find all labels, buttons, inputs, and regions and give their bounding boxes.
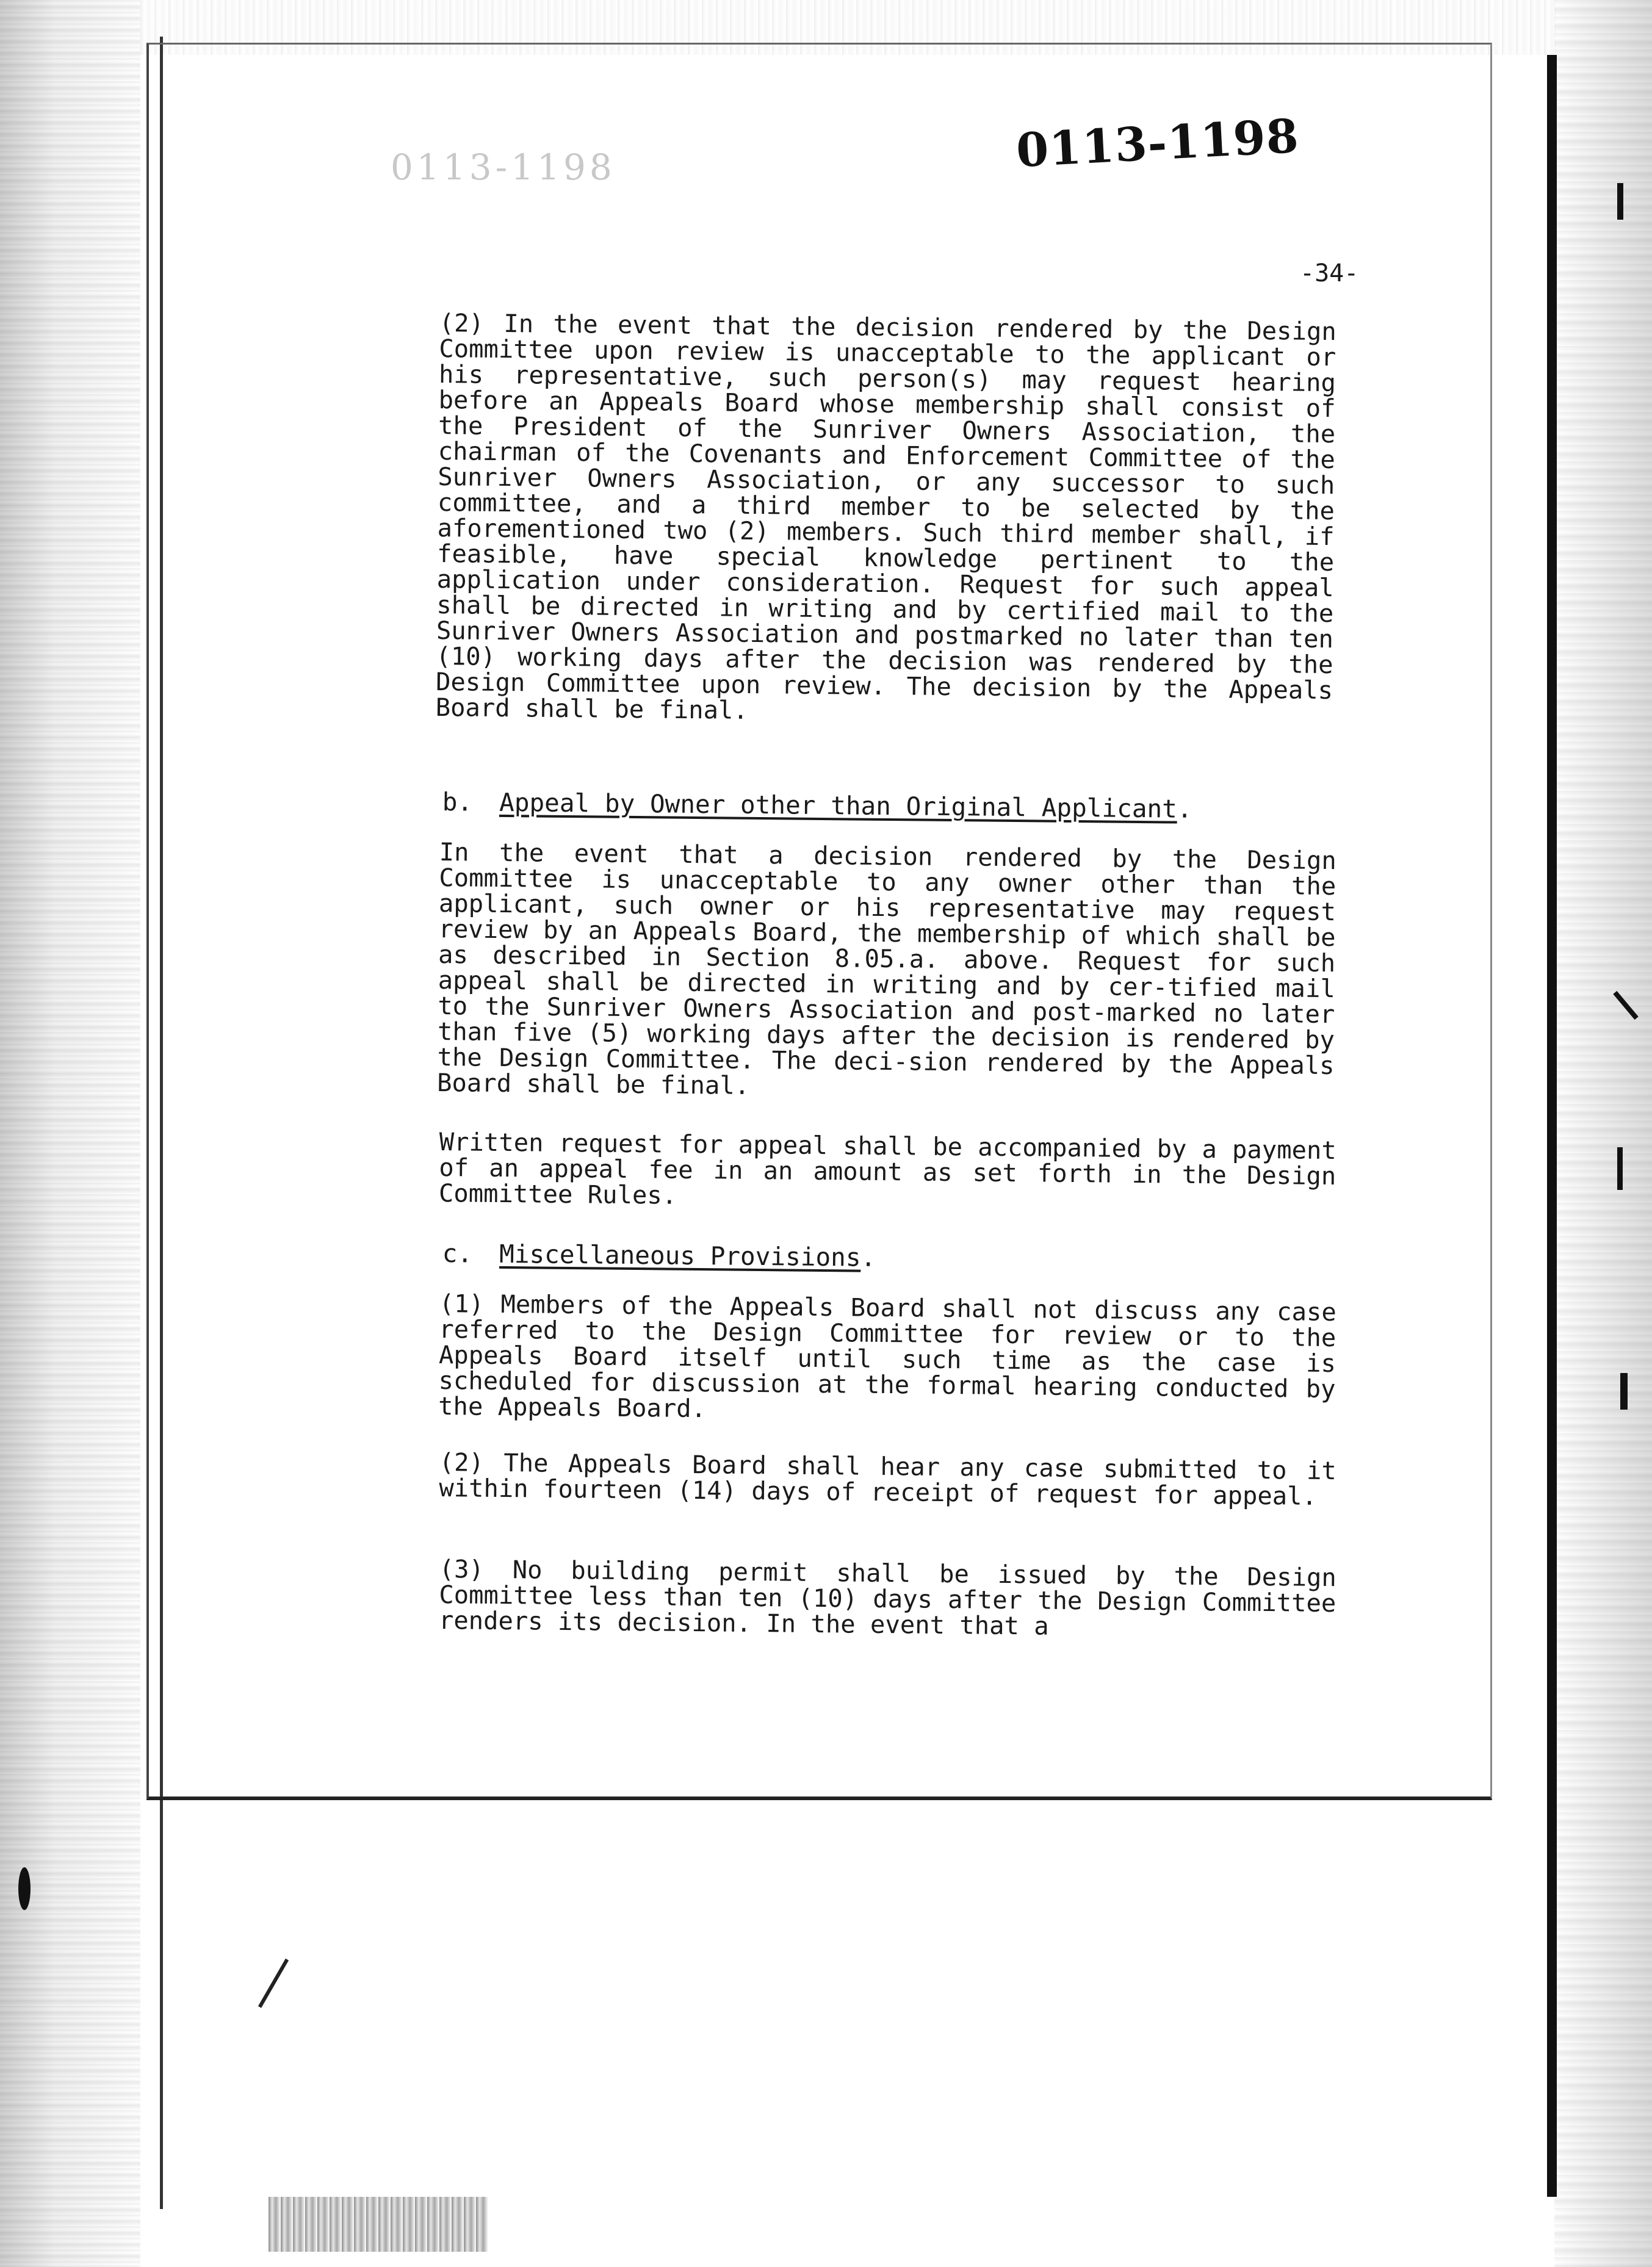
document-number: 0113-1198	[1014, 108, 1300, 178]
scan-mark	[1617, 1147, 1623, 1190]
heading-b-period: .	[1177, 794, 1192, 824]
paragraph-c-3: (3) No building permit shall be issued by the Design Committee less than ten (10) days after the Design Committee renders its decision. In the event that a	[438, 1554, 1336, 1641]
page-number: -34-	[1300, 259, 1359, 287]
paragraph-c-2: (2) The Appeals Board shall hear any case submitted to it within fourteen (14) days of receipt of request for appeal.	[439, 1447, 1336, 1511]
scan-edge-right	[1554, 0, 1652, 2267]
faint-stamp: 0113-1198	[391, 146, 616, 188]
scan-mark	[1617, 183, 1623, 220]
heading-c-period: .	[860, 1242, 876, 1272]
page-edge-line-right	[1547, 55, 1557, 2197]
scan-edge-left	[0, 0, 140, 2267]
heading-b-title: Appeal by Owner other than Original Applicant	[499, 787, 1178, 824]
paragraph-b-2: Written request for appeal shall be accompanied by a payment of an appeal fee in an amount as set forth in the Design Committee Rules.	[438, 1127, 1336, 1210]
heading-b-letter: b.	[442, 787, 473, 817]
paragraph-b-1: In the event that a decision rendered by the Design Committee is unacceptable to any owner other than the applicant, such owner or his representative may request review by an Appeals Board, the membership of which shall be as described in Section 8.05.a. above. Request for such appeal shall be directed in writing and by cer-tified mail to the Sunriver Owners Association and post-marked no later than five (5) working days after the decision is rendered by the Design Committee. The deci-sion rendered by the Appeals Board shall be final.	[436, 837, 1336, 1100]
scan-mark	[18, 1867, 31, 1910]
heading-c	[442, 1239, 876, 1272]
paragraph-c-1: (1) Members of the Appeals Board shall not discuss any case referred to the Design Committee for review or to the Appeals Board itself until such time as the case is scheduled for discussion at the formal hearing conducted by the Appeals Board.	[438, 1289, 1336, 1424]
paragraph-2: (2) In the event that the decision rendered by the Design Committee upon review is unacceptable to the applicant or his representative, such person(s) may request hearing before an Appeals Board whose membership shall consist of the President of the Sunriver Owners Association, the chairman of the Covenants and Enforcement Committee of the Sunriver Owners Association, or any successor to such committee, and a third member to be selected by the aforementioned two (2) members. Such third member shall, if feasible, have special knowledge pertinent to the application under consideration. Request for such appeal shall be directed in writing and by certified mail to the Sunriver Owners Association and postmarked no later than ten (10) working days after the decision was rendered by the Design Committee upon review. The decision by the Appeals Board shall be final.	[435, 308, 1336, 725]
heading-c-title: Miscellaneous Provisions	[499, 1239, 861, 1272]
heading-c-letter: c.	[442, 1239, 473, 1269]
scan-artifact-bottom	[269, 2197, 488, 2252]
scan-mark	[1620, 1373, 1628, 1410]
pen-stroke-mark	[258, 1959, 289, 2008]
